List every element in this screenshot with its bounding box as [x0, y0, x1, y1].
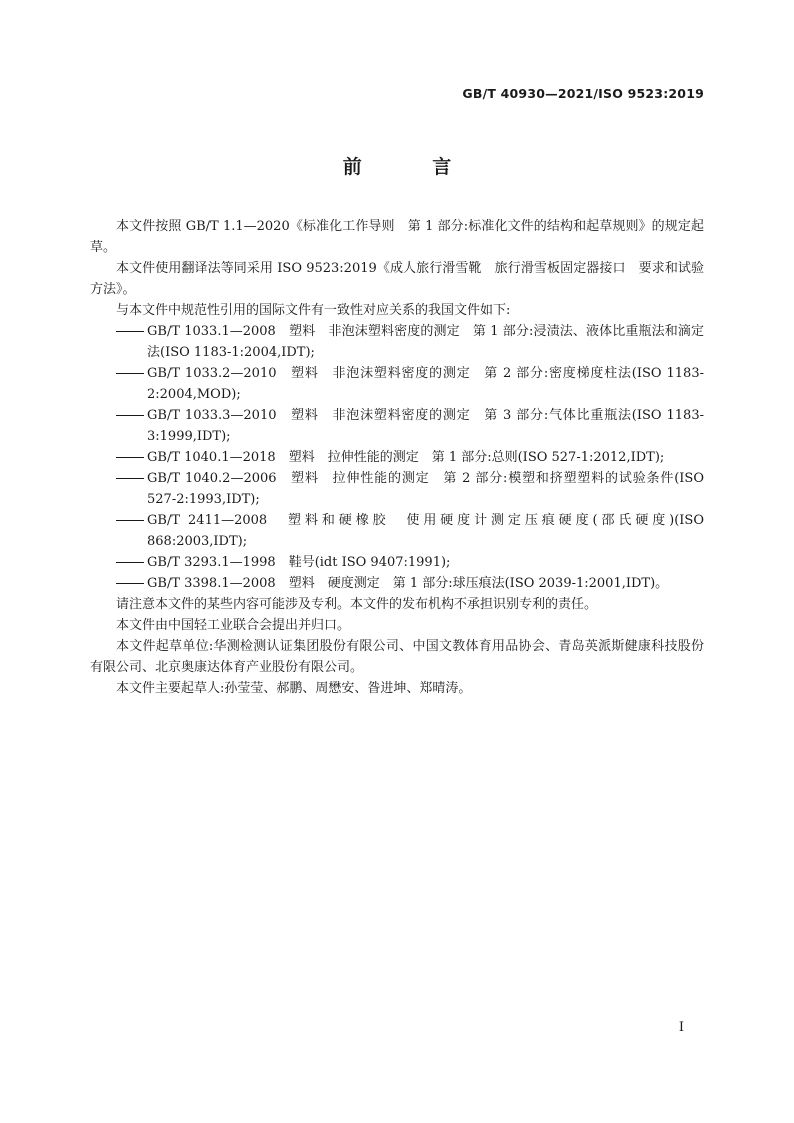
dash-marker	[116, 468, 147, 489]
paragraph-drafting-units: 本文件起草单位:华测检测认证集团股份有限公司、中国文教体育用品协会、青岛英派斯健康科技股份有限公司、北京奥康达体育产业股份有限公司。	[90, 639, 704, 675]
paragraph-adoption: 本文件使用翻译法等同采用 ISO 9523:2019《成人旅行滑雪靴 旅行滑雪板固定器接口 要求和试验方法》。	[90, 261, 704, 297]
reference-item: GB/T 3398.1—2008 塑料 硬度测定 第 1 部分:球压痕法(ISO 2039-1:2001,IDT)。	[90, 573, 704, 594]
reference-item: GB/T 1033.1—2008 塑料 非泡沫塑料密度的测定 第 1 部分:浸渍法、液体比重瓶法和滴定法(ISO 1183-1:2004,IDT);	[90, 321, 704, 363]
dash-marker	[116, 510, 147, 531]
paragraph-drafting-rule: 本文件按照 GB/T 1.1—2020《标准化工作导则 第 1 部分:标准化文件的结构和起草规则》的规定起草。	[90, 219, 704, 255]
foreword-body	[90, 216, 704, 699]
dash-marker	[116, 573, 147, 594]
reference-item: GB/T 1033.3—2010 塑料 非泡沫塑料密度的测定 第 3 部分:气体比重瓶法(ISO 1183-3:1999,IDT);	[90, 405, 704, 447]
paragraph-reference-intro: 与本文件中规范性引用的国际文件有一致性对应关系的我国文件如下:	[116, 303, 511, 318]
reference-item: GB/T 1033.2—2010 塑料 非泡沫塑料密度的测定 第 2 部分:密度梯度柱法(ISO 1183-2:2004,MOD);	[90, 363, 704, 405]
reference-item: GB/T 1040.2—2006 塑料 拉伸性能的测定 第 2 部分:模塑和挤塑塑料的试验条件(ISO 527-2:1993,IDT);	[90, 468, 704, 510]
reference-item: GB/T 3293.1—1998 鞋号(idt ISO 9407:1991);	[90, 552, 704, 573]
dash-marker	[116, 321, 147, 342]
dash-marker	[116, 405, 147, 426]
dash-marker	[116, 447, 147, 468]
paragraph-patent-notice: 请注意本文件的某些内容可能涉及专利。本文件的发布机构不承担识别专利的责任。	[116, 597, 598, 612]
dash-marker	[116, 363, 147, 384]
paragraph-drafters: 本文件主要起草人:孙莹莹、郝鹏、周懋安、昝进坤、郑晴涛。	[116, 681, 472, 696]
paragraph-proposer: 本文件由中国轻工业联合会提出并归口。	[116, 618, 351, 633]
standard-code-header: GB/T 40930—2021/ISO 9523:2019	[462, 86, 704, 101]
reference-item: GB/T 1040.1—2018 塑料 拉伸性能的测定 第 1 部分:总则(ISO 527-1:2012,IDT);	[90, 447, 704, 468]
page-number: I	[678, 1020, 684, 1035]
dash-marker	[116, 552, 147, 573]
reference-item: GB/T 2411—2008 塑料和硬橡胶 使用硬度计测定压痕硬度(邵氏硬度)(ISO 868:2003,IDT);	[90, 510, 704, 552]
page-title: 前 言	[342, 156, 484, 178]
